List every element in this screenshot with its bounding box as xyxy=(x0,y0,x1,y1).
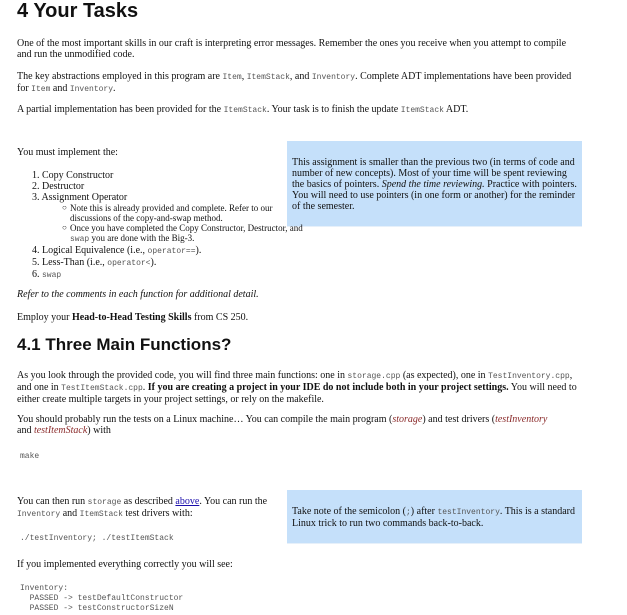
list-item: ○ Once you have completed the Copy Constructor, Destructor, and swap you are done with the Big-3. xyxy=(62,223,303,244)
code-block-make: make xyxy=(20,452,40,461)
output-line: Inventory: xyxy=(20,584,69,593)
output-line: PASSED -> testConstructorSizeN xyxy=(20,604,174,613)
code-block-output xyxy=(20,584,183,614)
task-list xyxy=(32,170,303,281)
intro-paragraph: One of the most important skills in our craft is interpreting error messages. Remember the ones you receive when you attempt to compile and run the unmodified code. xyxy=(17,38,567,60)
code-block-run: ./testInventory; ./testItemStack xyxy=(20,534,174,543)
abstractions-paragraph: The key abstractions employed in this program are Item, ItemStack, and Inventory. Complete ADT implementations have been provided for Item and Inventory. xyxy=(17,71,572,94)
partial-paragraph: A partial implementation has been provided for the ItemStack. Your task is to finish the update ItemStack ADT. xyxy=(17,104,469,115)
bullet-icon: ○ xyxy=(62,203,67,212)
run-paragraph: You can then run storage as described above. You can run the Inventory and ItemStack test drivers with: xyxy=(17,496,268,519)
linux-paragraph: You should probably run the tests on a Linux machine… You can compile the main program (storage) and test drivers (testInventory and testItemStack) with xyxy=(17,414,548,436)
output-line: PASSED -> testDefaultConstructor xyxy=(20,594,184,603)
list-item: 6. swap xyxy=(32,269,62,280)
callout-box-pointers: This assignment is smaller than the previous two (in terms of code and number of new concepts). Most of your time will be spent reviewing the basics of pointers. Spend the time reviewing. Practice with pointers. You will need to use pointers (in one form or another) for the reminder of the semester. xyxy=(287,141,582,227)
subsection-heading: 4.1 Three Main Functions? xyxy=(17,335,232,354)
section-heading: 4 Your Tasks xyxy=(17,0,139,22)
must-implement-text: You must implement the: xyxy=(17,147,118,158)
above-link[interactable]: above xyxy=(175,496,200,507)
three-functions-paragraph: As you look through the provided code, you will find three main functions: one in storage.cpp (as expected), one in TestInventory.cpp, and one in TestItemStack.cpp. If you are creating a project in your IDE do not include both in your project settings. You will need to either create multiple targets in your project settings, or rely on the makefile. xyxy=(17,370,577,405)
callout-box-semicolon: Take note of the semicolon (;) after testInventory. This is a standard Linux trick to run two commands back-to-back. xyxy=(287,490,582,544)
list-item: 2. Destructor xyxy=(32,181,85,192)
list-item: 1. Copy Constructor xyxy=(32,170,114,181)
refer-note: Refer to the comments in each function for additional detail. xyxy=(17,289,259,300)
list-item: 4. Logical Equivalence (i.e., operator==). xyxy=(32,245,202,256)
employ-paragraph: Employ your Head-to-Head Testing Skills from CS 250. xyxy=(17,312,249,323)
list-item: ○ Note this is already provided and complete. Refer to our discussions of the copy-and-swap method. xyxy=(62,203,273,223)
implemented-text: If you implemented everything correctly you will see: xyxy=(17,559,233,570)
list-item: 5. Less-Than (i.e., operator<). xyxy=(32,257,157,268)
list-item: 3. Assignment Operator xyxy=(32,192,128,203)
bullet-icon: ○ xyxy=(62,223,67,232)
